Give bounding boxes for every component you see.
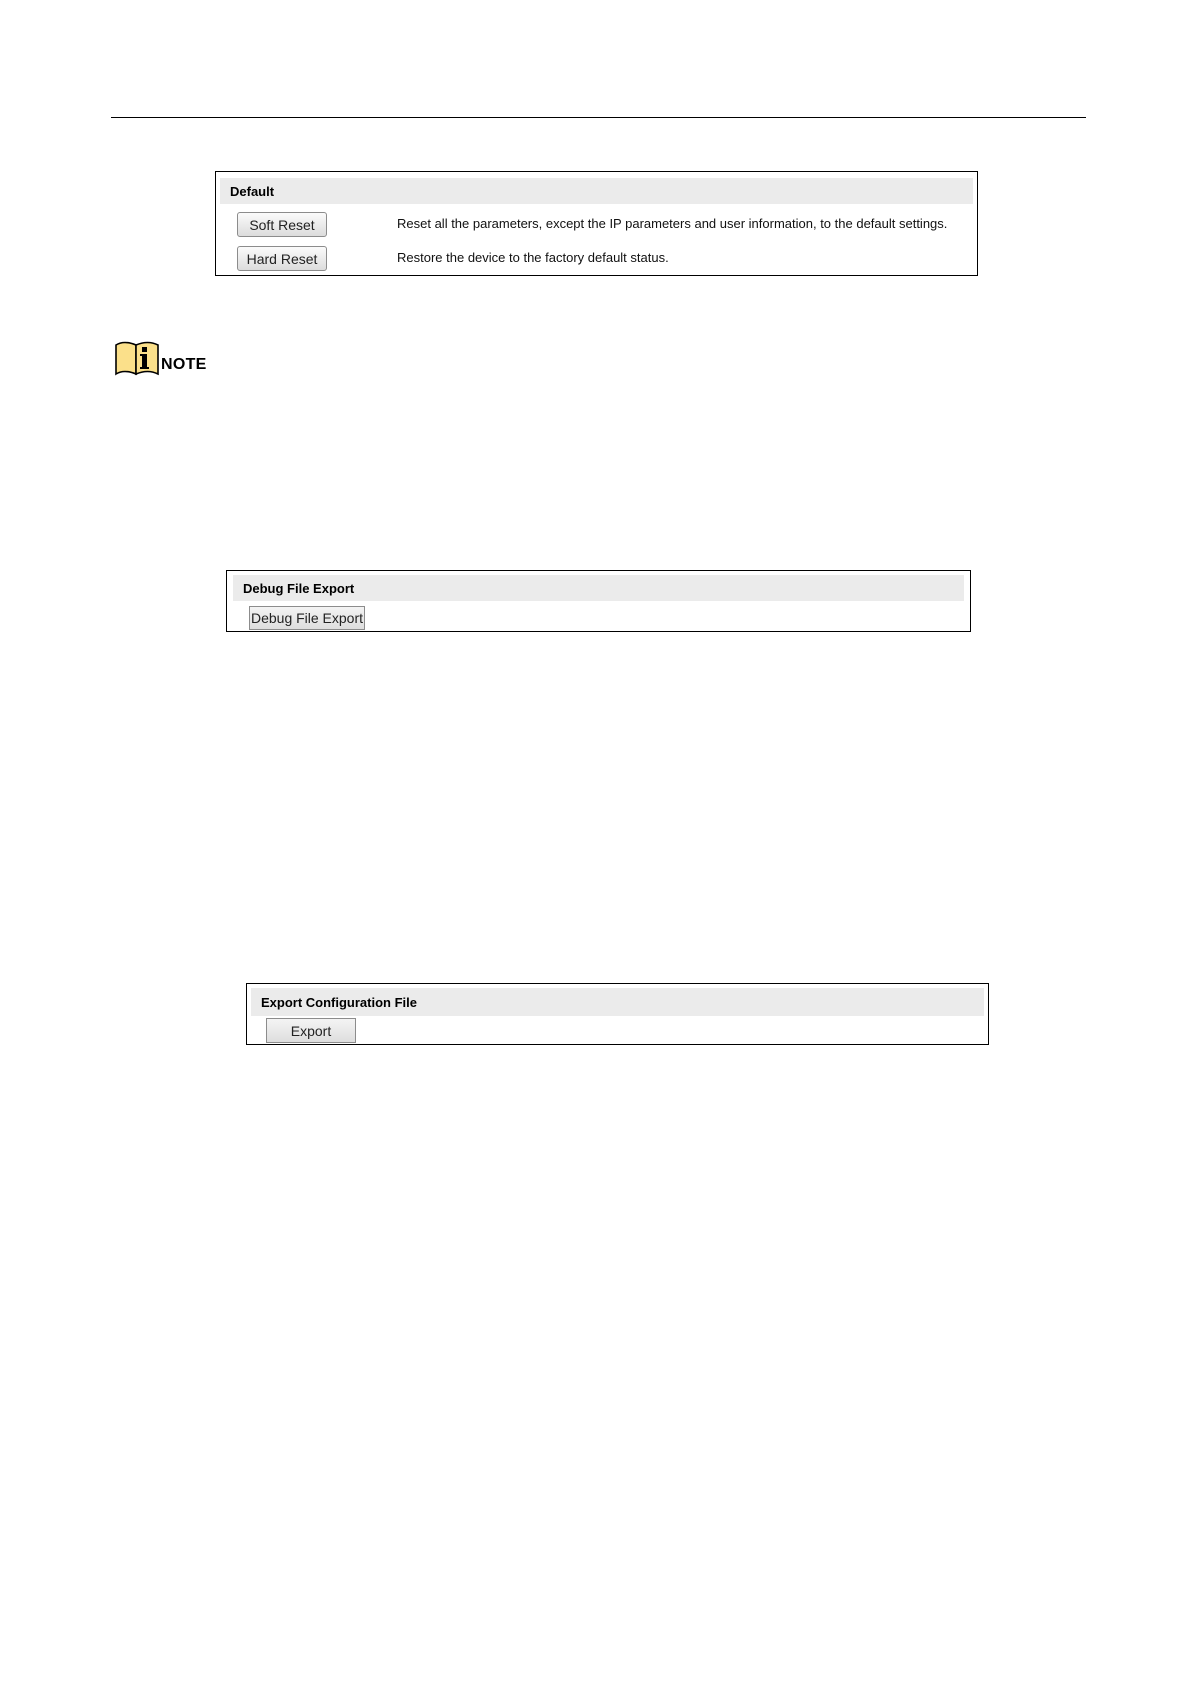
export-configuration-panel [246, 983, 989, 1045]
hard-reset-description: Restore the device to the factory default status. [397, 250, 669, 265]
note-callout [114, 340, 214, 380]
default-panel [215, 171, 978, 276]
soft-reset-button[interactable]: Soft Reset [237, 212, 327, 237]
debug-file-export-title: Debug File Export [233, 575, 964, 601]
note-label: NOTE [161, 356, 207, 373]
soft-reset-description: Reset all the parameters, except the IP parameters and user information, to the default settings. [397, 216, 948, 231]
debug-file-export-panel [226, 570, 971, 632]
export-button[interactable]: Export [266, 1018, 356, 1043]
default-panel-title: Default [220, 178, 973, 204]
export-configuration-title: Export Configuration File [251, 988, 984, 1016]
hard-reset-button[interactable]: Hard Reset [237, 246, 327, 271]
info-book-icon [114, 340, 160, 376]
debug-file-export-button[interactable]: Debug File Export [249, 606, 365, 630]
header-rule [111, 117, 1086, 118]
